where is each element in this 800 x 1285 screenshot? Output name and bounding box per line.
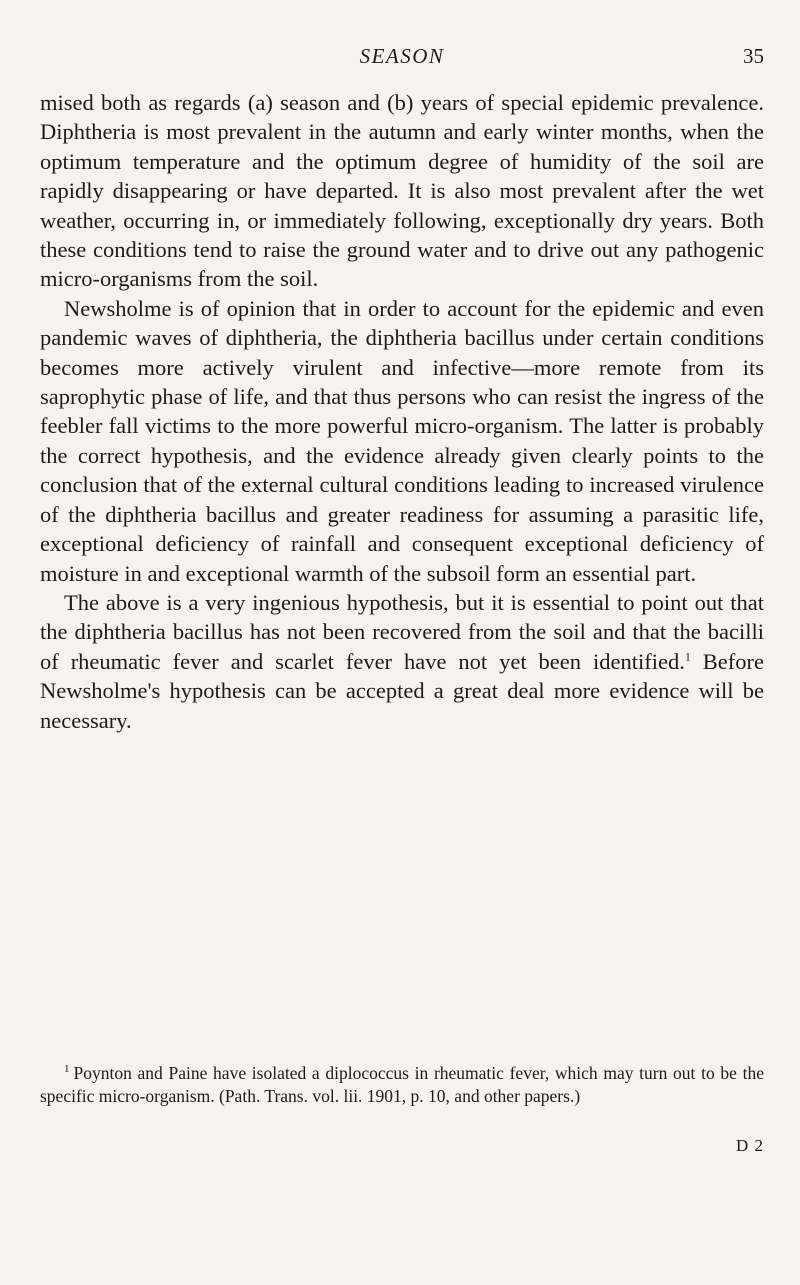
- page-number: 35: [743, 44, 764, 68]
- footnote: [40, 1058, 764, 1108]
- signature-mark: D 2: [735, 1136, 764, 1155]
- footnote-mark: 1: [64, 1063, 70, 1075]
- footnote-text: Poynton and Paine have isolated a diplococcus in rheumatic fever, which may turn out to be the specific micro-organism. (Path. Trans. vol. lii. 1901, p. 10, and other papers.): [40, 1062, 764, 1106]
- paragraph-3-text-a: The above is a very ingenious hypothesis, but it is essential to point out that the diphtheria bacillus has not been recovered from the soil and that the bacilli of rheumatic fever and scarlet fever have not yet been identified.: [40, 589, 764, 674]
- paragraph-3: [40, 588, 764, 735]
- paragraph-1: mised both as regards (a) season and (b) years of special epidemic prevalence. Diphtheria is most prevalent in the autumn and early winter months, when the optimum temperature and the optimum degree of humidity of the soil are rapidly disappearing or have departed. It is also most prevalent after the wet weather, occurring in, or immediately following, exceptionally dry years. Both these conditions tend to raise the ground water and to drive out any pathogenic micro-organisms from the soil.: [40, 90, 764, 292]
- paragraph-2: Newsholme is of opinion that in order to account for the epidemic and even pandemic waves of diphtheria, the diphtheria bacillus under certain conditions becomes more actively virulent and infective—more remote from its saprophytic phase of life, and that thus persons who can resist the ingress of the feebler fall victims to the more powerful micro-organism. The latter is probably the correct hypothesis, and the evidence already given clearly points to the conclusion that of the external cultural conditions leading to increased virulence of the diphtheria bacillus and greater readiness for assuming a parasitic life, exceptional deficiency of rainfall and consequent exceptional deficiency of moisture in and exceptional warmth of the subsoil form an essential part.: [40, 295, 764, 586]
- running-head: [40, 44, 764, 72]
- footnote-reference[interactable]: 1: [684, 649, 691, 664]
- running-title: SEASON: [359, 44, 445, 68]
- paragraph-3-text-b: Before Newsholme's hypothesis can be accepted a great deal more evidence will be necessary.: [40, 648, 764, 733]
- body-text: [40, 88, 764, 735]
